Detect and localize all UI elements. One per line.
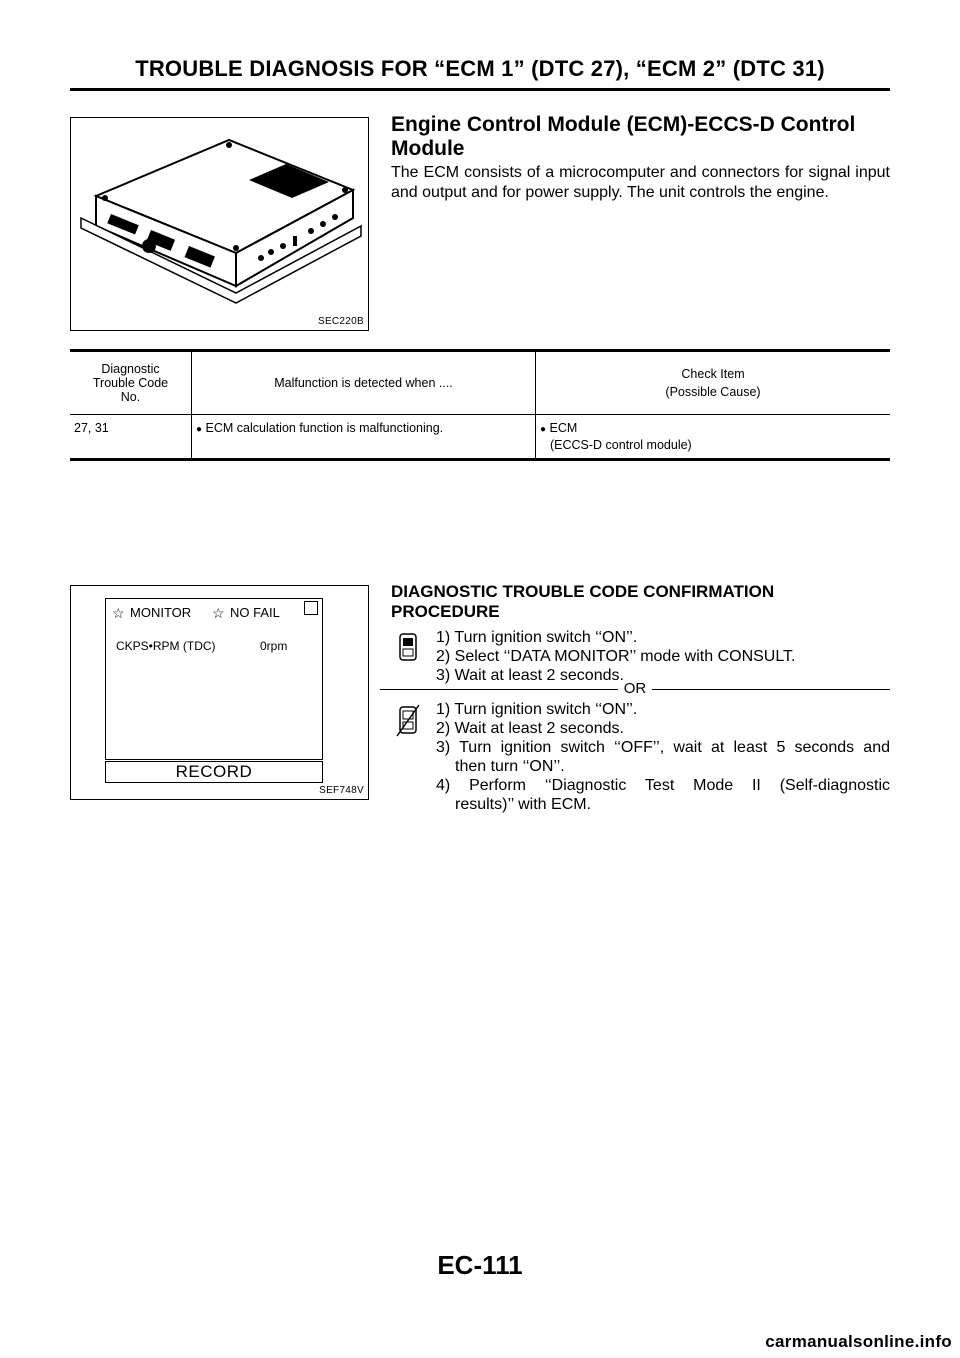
consult-screen-figure: [70, 585, 369, 800]
bullet-icon: ●: [196, 423, 203, 435]
consult-step: 3) Wait at least 2 seconds.: [436, 667, 624, 684]
header-rule: [70, 88, 890, 91]
cell-check-item: [536, 414, 891, 458]
check-item-text: ECM: [549, 420, 578, 435]
checkbox-icon: [304, 601, 318, 615]
monitor-item-value: 0rpm: [260, 639, 288, 653]
ecm-unit-illustration: [71, 118, 367, 328]
dtc-table: [70, 349, 890, 461]
figure-label: SEC220B: [317, 316, 364, 327]
procedure-title: [391, 582, 891, 622]
procedure-title-line1: DIAGNOSTIC TROUBLE CODE CONFIRMATION: [391, 582, 775, 601]
section-title: [391, 113, 891, 161]
header-dtc-line: Trouble Code: [92, 375, 169, 390]
procedure-step: 1) Turn ignition switch ‘‘ON’’.: [436, 701, 638, 718]
ecm-description: The ECM consists of a microcomputer and connectors for signal input and output and for power supply. The unit controls the engine.: [391, 164, 890, 201]
header-malfunction: Malfunction is detected when ....: [192, 352, 536, 414]
table-header-row: [70, 352, 890, 414]
procedure-step: 4) Perform ‘‘Diagnostic Test Mode II (Self-diagnostic: [436, 777, 890, 794]
watermark: carmanualsonline.info: [765, 1332, 952, 1351]
cell-dtc-no: 27, 31: [70, 414, 192, 458]
or-divider: [380, 682, 890, 696]
status-label: NO FAIL: [230, 605, 280, 620]
or-line-right: [652, 689, 890, 690]
star-icon: ☆: [112, 605, 125, 621]
consult-step: 1) Turn ignition switch ‘‘ON’’.: [436, 629, 638, 646]
or-label: OR: [623, 680, 647, 697]
record-button[interactable]: RECORD: [105, 761, 323, 783]
header-dtc-line: No.: [120, 389, 141, 404]
monitor-item-label: CKPS•RPM (TDC): [116, 639, 216, 653]
cell-malfunction: [192, 414, 536, 458]
page-number: EC-111: [437, 1250, 523, 1280]
bullet-icon: ●: [540, 423, 547, 435]
consult-screen: [105, 598, 323, 760]
procedure-step: 2) Wait at least 2 seconds.: [436, 720, 624, 737]
header-dtc-no: [70, 352, 192, 414]
no-consult-tool-icon: [395, 703, 421, 739]
procedure-step: 3) Turn ignition switch ‘‘OFF’’, wait at least 5 seconds and: [436, 739, 890, 756]
procedure-step-continuation: results)’’ with ECM.: [455, 796, 592, 813]
check-item-subtext: (ECCS-D control module): [550, 437, 692, 452]
section-title-line1: Engine Control Module (ECM)-ECCS-D Control: [391, 113, 856, 136]
star-icon: ☆: [212, 605, 225, 621]
malfunction-text: ECM calculation function is malfunctioning.: [205, 420, 444, 435]
table-row: [70, 414, 890, 458]
header-check-item: [536, 352, 891, 414]
procedure-step-continuation: then turn ‘‘ON’’.: [455, 758, 565, 775]
section-title-line2: Module: [391, 137, 465, 160]
ecm-figure: [70, 117, 369, 331]
consult-tool-icon: [396, 630, 420, 664]
header-check-line: (Possible Cause): [665, 384, 761, 399]
figure-label: SEF748V: [319, 785, 364, 796]
page-header-title: TROUBLE DIAGNOSIS FOR “ECM 1” (DTC 27), “ECM 2” (DTC 31): [135, 56, 825, 81]
procedure-title-line2: PROCEDURE: [391, 602, 500, 621]
header-dtc-line: Diagnostic: [101, 361, 160, 376]
header-check-line: Check Item: [681, 366, 745, 381]
monitor-label: MONITOR: [130, 605, 192, 620]
consult-step: 2) Select ‘‘DATA MONITOR’’ mode with CONSULT.: [436, 648, 796, 665]
